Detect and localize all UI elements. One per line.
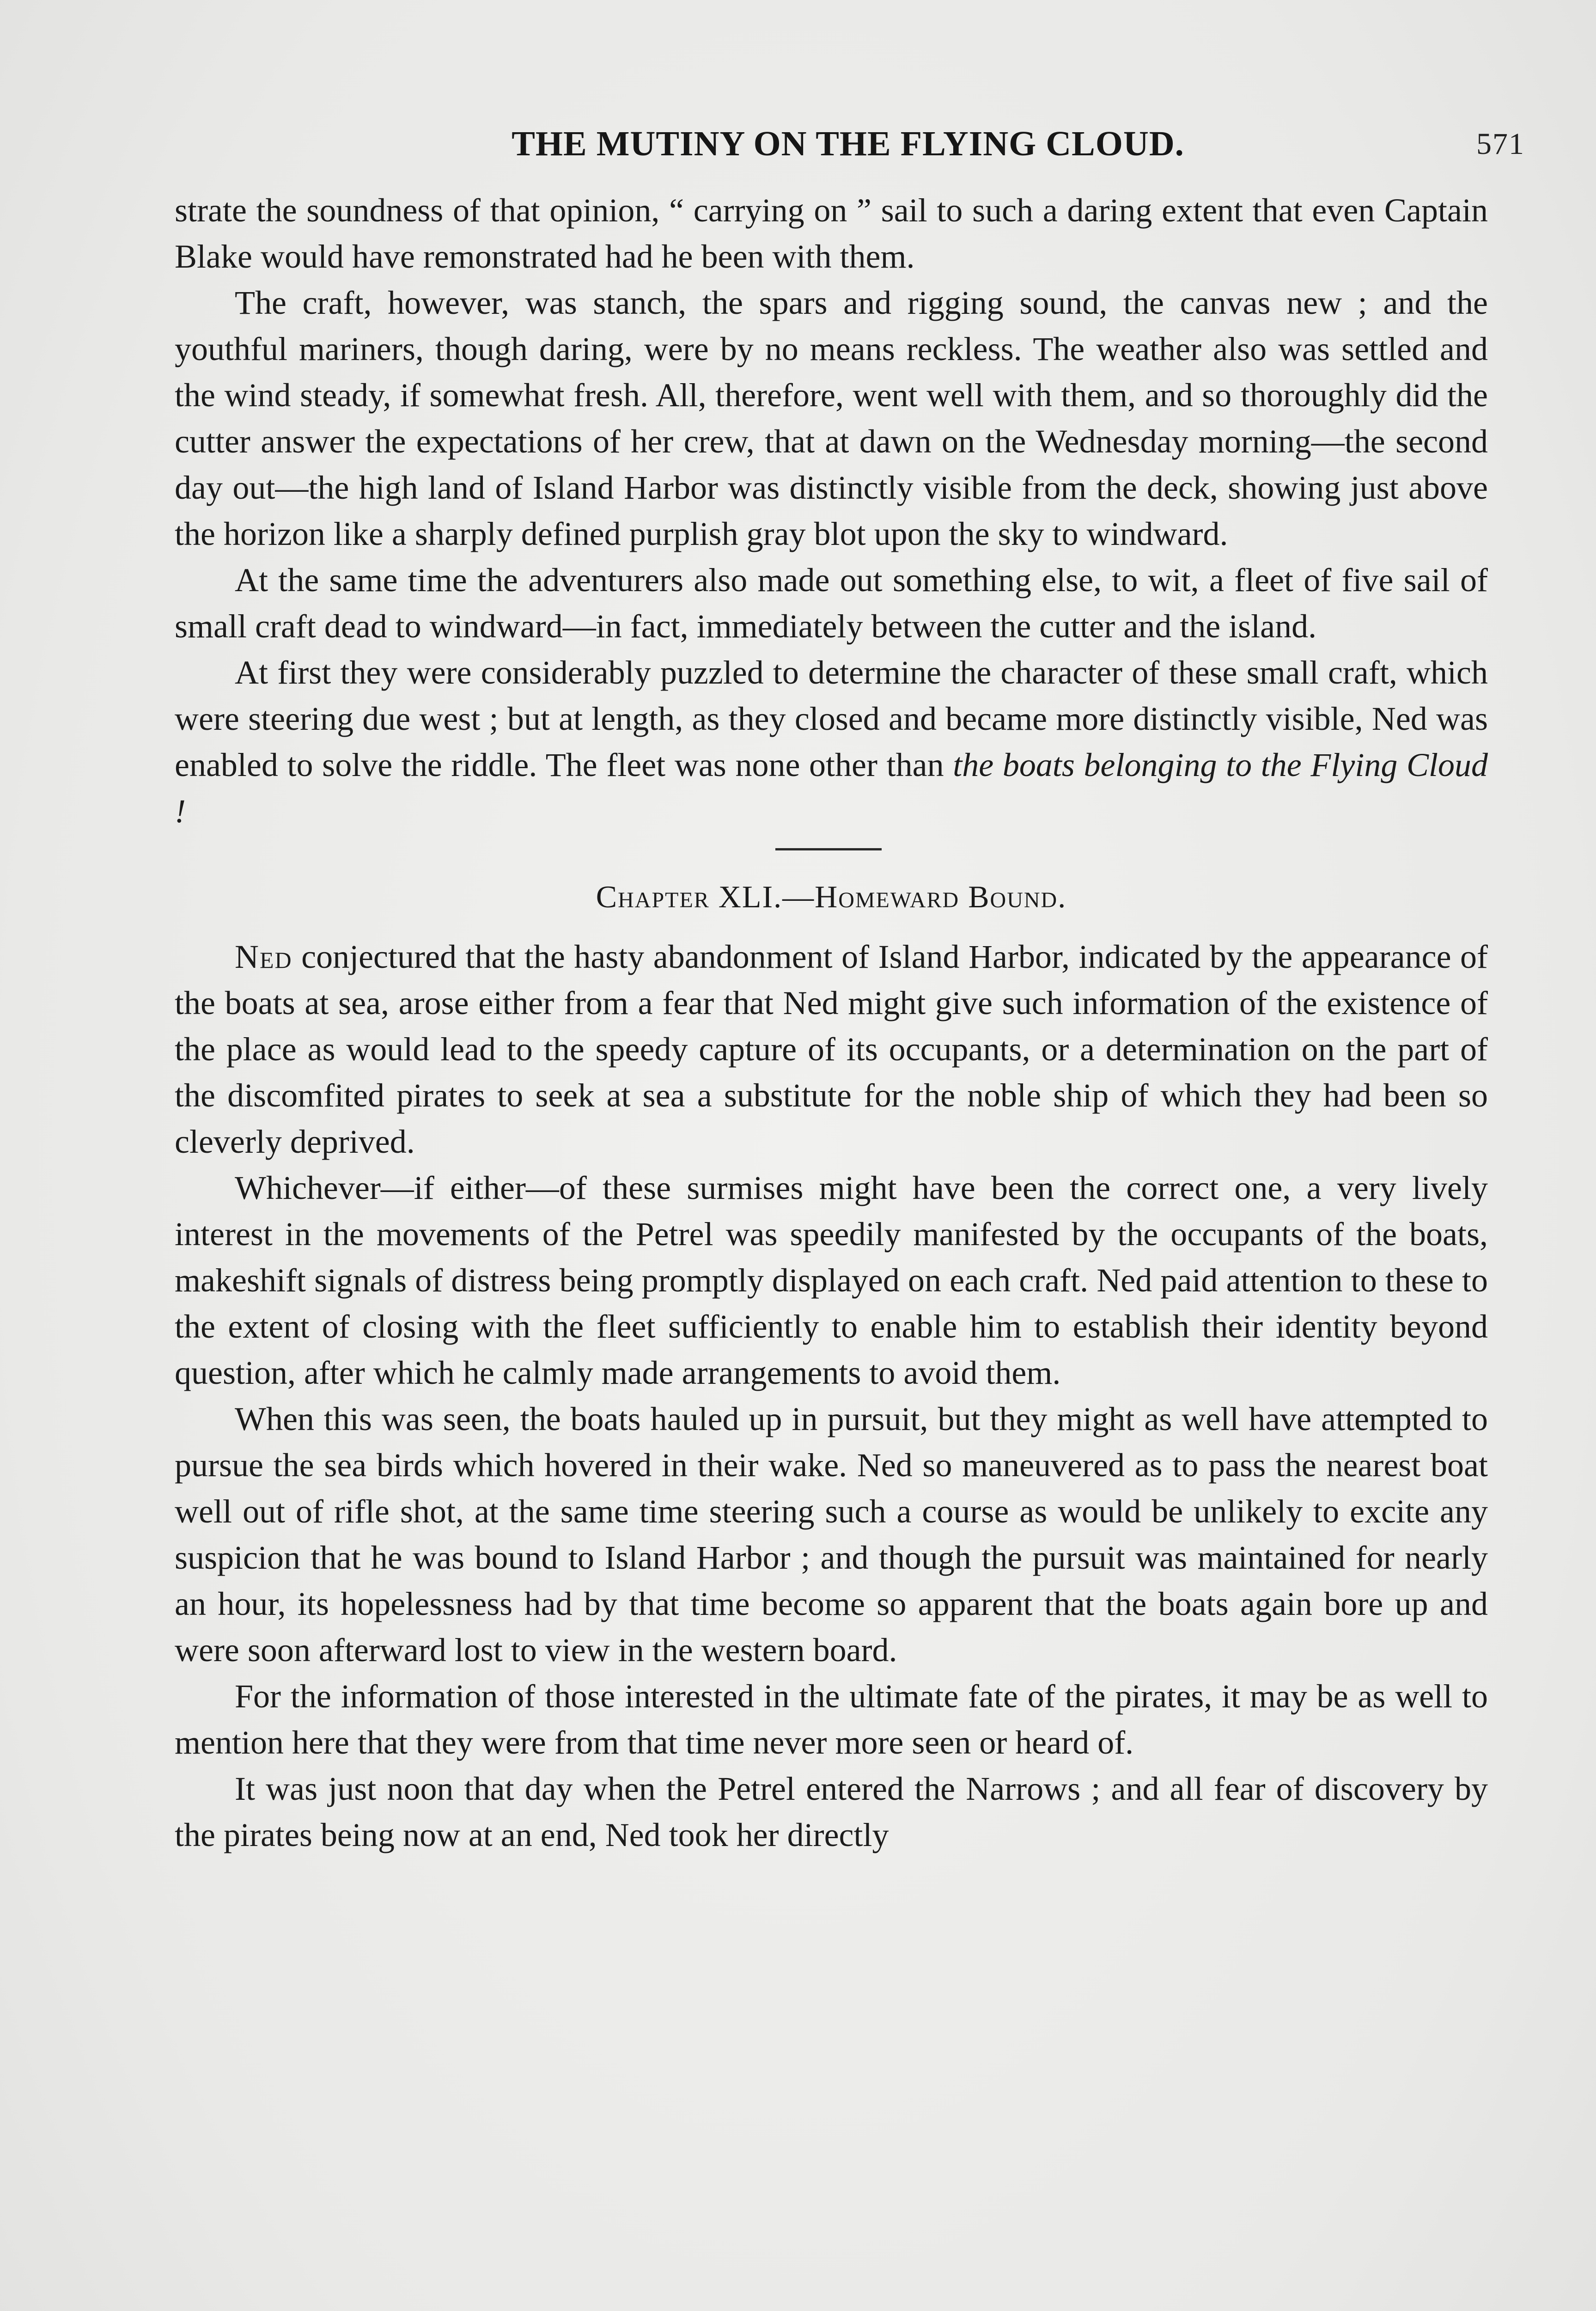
running-title: THE MUTINY ON THE FLYING CLOUD. [512,124,1184,163]
paragraph: The craft, however, was stanch, the spars and rigging sound, the canvas new ; and the youthful mariners, though daring, were by no means reckless. The weather also was settled and the wind steady, if somewhat fresh. All, therefore, went well with them, and so thoroughly did the cutter answer the expectations of her crew, that at dawn on the Wednesday morning—the second day out—the high land of Island Harbor was distinctly visible from the deck, showing just above the horizon like a sharply defined purplish gray blot upon the sky to windward. [175,284,1488,552]
section-divider [175,834,1488,874]
lead-word: Ned [235,938,292,975]
page-header [171,124,1525,175]
paragraph [175,649,1488,834]
body-text [175,187,1488,1858]
paragraph: When this was seen, the boats hauled up in pursuit, but they might as well have attempted to pursue the sea birds which hovered in their wake. Ned so maneuvered as to pass the nearest boat well out of rifle shot, at the same time steering such a course as would be unlikely to excite any suspicion that he was bound to Island Harbor ; and though the pursuit was maintained for nearly an hour, its hopelessness had by that time become so apparent that the boats again bore up and were soon afterward lost to view in the western board. [175,1400,1488,1669]
italic-phrase: the boats belonging to the Flying Cloud ! [175,746,1488,830]
paragraph-text: At first they were considerably puzzled to determine the character of these small craft, which were steering due west ; but at length, as they closed and became more distinctly visible, Ned was enabled to solve the riddle. The fleet was none other than [175,654,1488,783]
paragraph: It was just noon that day when the Petrel entered the Narrows ; and all fear of discovery by the pirates being now at an end, Ned took her directly [175,1770,1488,1853]
chapter-heading: Chapter XLI.—Homeward Bound. [596,879,1067,914]
paragraph: At the same time the adventurers also made out something else, to wit, a fleet of five sail of small craft dead to windward—in fact, immediately between the cutter and the island. [175,562,1488,645]
paragraph: strate the soundness of that opinion, “ carrying on ” sail to such a daring extent that even Captain Blake would have remonstrated had he been with them. [175,192,1488,275]
divider-rule [775,848,882,850]
page-number: 571 [1476,127,1525,161]
paragraph-text: conjectured that the hasty abandonment of Island Harbor, indicated by the appearance of the boats at sea, arose either from a fear that Ned might give such information of the existence of the place as would lead to the speedy capture of its occupants, or a determination on the part of the discomfited pirates to seek at sea a substitute for the noble ship of which they had been so cleverly deprived. [175,938,1488,1160]
paragraph [175,934,1488,1165]
paragraph: Whichever—if either—of these surmises might have been the correct one, a very lively interest in the movements of the Petrel was speedily manifested by the occupants of the boats, makeshift signals of distress being promptly displayed on each craft. Ned paid attention to these to the extent of closing with the fleet sufficiently to enable him to establish their identity beyond question, after which he calmly made arrangements to avoid them. [175,1169,1488,1391]
paragraph: For the information of those interested in the ultimate fate of the pirates, it may be as well to mention here that they were from that time never more seen or heard of. [175,1678,1488,1761]
